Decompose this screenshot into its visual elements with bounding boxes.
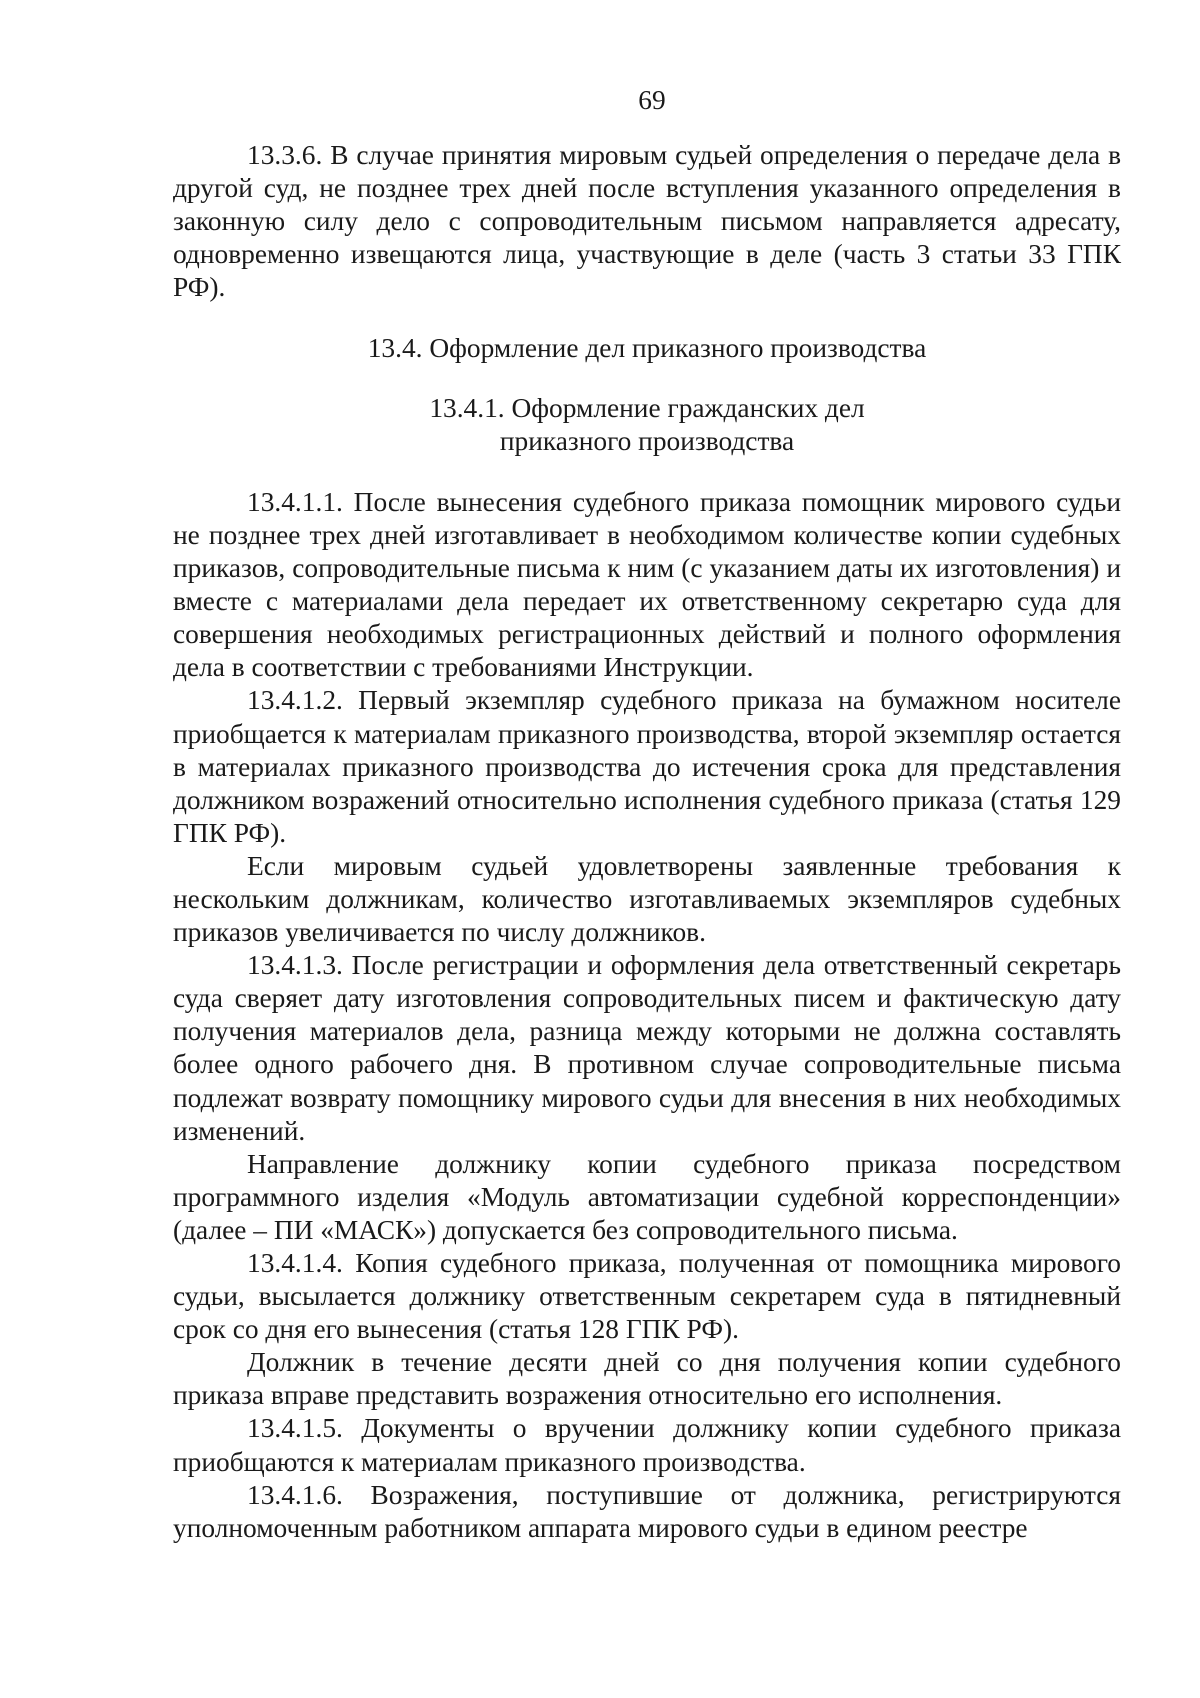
subsection-heading-line-1: 13.4.1. Оформление гражданских дел (429, 392, 865, 423)
subsection-heading-line-2: приказного производства (499, 425, 795, 456)
paragraph-debtor-objections: Должник в течение десяти дней со дня получения копии судебного приказа вправе представить возражения относительно его исполнения. (173, 1347, 1121, 1411)
paragraph-13-4-1-5: 13.4.1.5. Документы о вручении должнику копии судебного приказа приобщаются к материалам приказного производства. (173, 1413, 1121, 1477)
section-heading-13-4: 13.4. Оформление дел приказного производства (367, 332, 927, 363)
paragraph-13-4-1-2: 13.4.1.2. Первый экземпляр судебного приказа на бумажном носителе приобщается к материалам приказного производства, второй экземпляр остается в материалах приказного производства до истечения срока для представления должником возражений относительно исполнения судебного приказа (статья 129 ГПК РФ). (173, 685, 1121, 848)
subsection-heading-13-4-1 (173, 392, 1121, 458)
paragraph-13-4-1-1: 13.4.1.1. После вынесения судебного приказа помощник мирового судьи не позднее трех дней изготавливает в необходимом количестве копии судебных приказов, сопроводительные письма к ним (с указанием даты их изготовления) и вместе с материалами дела передает их ответственному секретарю суда для совершения необходимых регистрационных действий и полного оформления дела в соответствии с требованиями Инструкции. (173, 486, 1121, 683)
paragraph-multiple-debtors: Если мировым судьей удовлетворены заявленные требования к нескольким должникам, количество изготавливаемых экземпляров судебных приказов увеличивается по числу должников. (173, 850, 1121, 948)
paragraph-13-3-6: 13.3.6. В случае принятия мировым судьей определения о передаче дела в другой суд, не позднее трех дней после вступления указанного определения в законную силу дело с сопроводительным письмом направляется адресату, одновременно извещаются лица, участвующие в деле (часть 3 статьи 33 ГПК РФ). (173, 140, 1121, 303)
page-content (173, 84, 1121, 1545)
paragraph-13-4-1-3: 13.4.1.3. После регистрации и оформления дела ответственный секретарь суда сверяет дату изготовления сопроводительных писем и фактическую дату получения материалов дела, разница между которыми не должна составлять более одного рабочего дня. В противном случае сопроводительные письма подлежат возврату помощнику мирового судьи для внесения в них необходимых изменений. (173, 950, 1121, 1146)
paragraph-13-4-1-6: 13.4.1.6. Возражения, поступившие от должника, регистрируются уполномоченным работником аппарата мирового судьи в едином реестре (173, 1479, 1121, 1543)
paragraph-13-4-1-4: 13.4.1.4. Копия судебного приказа, полученная от помощника мирового судьи, высылается должнику ответственным секретарем суда в пятидневный срок со дня его вынесения (статья 128 ГПК РФ). (173, 1248, 1121, 1345)
page-number: 69 (638, 85, 666, 115)
paragraph-mask-delivery: Направление должнику копии судебного приказа посредством программного изделия «Модуль автоматизации судебной корреспонденции» (далее – ПИ «МАСК») допускается без сопроводительного письма. (173, 1148, 1121, 1245)
